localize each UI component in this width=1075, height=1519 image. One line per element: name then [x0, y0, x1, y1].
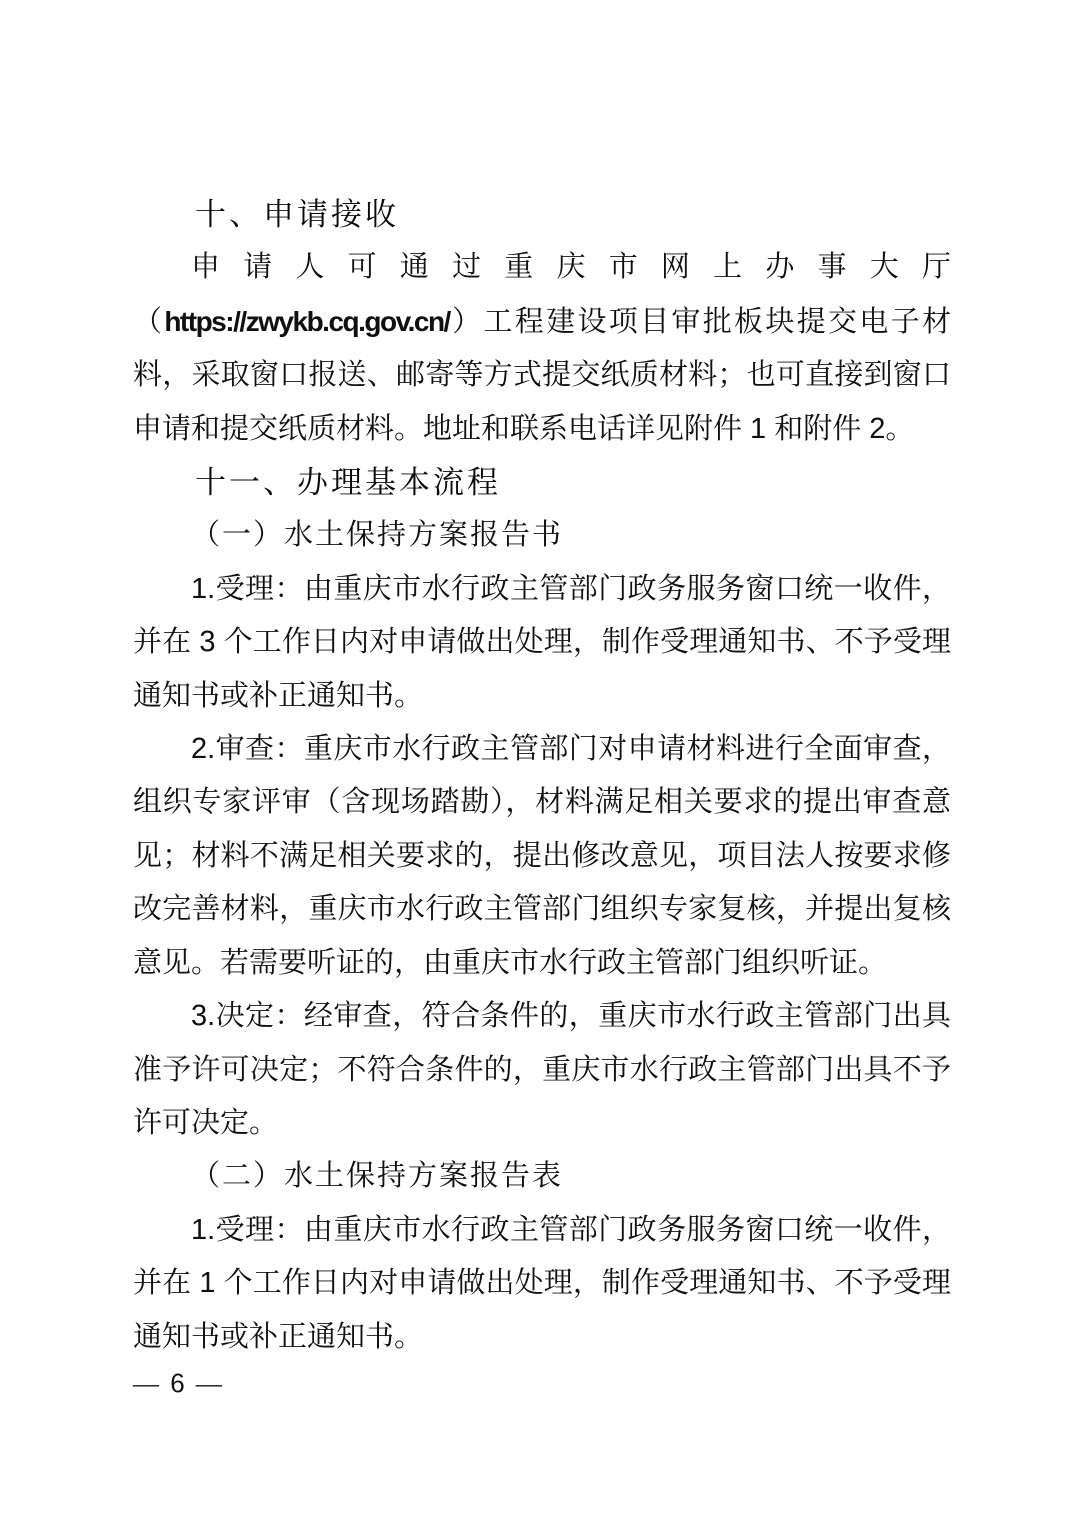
subsection-1-step-1-acceptance: 1.受理：由重庆市水行政主管部门政务服务窗口统一收件，并在 3 个工作日内对申请做出处理，制作受理通知书、不予受理通知书或补正通知书。	[133, 572, 951, 712]
subsection-1-step-2-review: 2.审查：重庆市水行政主管部门对申请材料进行全面审查，组织专家评审（含现场踏勘），材料满足相关要求的提出审查意见；材料不满足相关要求的，提出修改意见，项目法人按要求修改完善材料，重庆市水行政主管部门组织专家复核，并提出复核意见。若需要听证的，由重庆市水行政主管部门组织听证。	[133, 733, 951, 979]
page-number: — 6 —	[133, 1368, 224, 1398]
section-11-heading: 十一、办理基本流程	[195, 465, 501, 501]
section-10-paragraph	[133, 241, 951, 456]
subsection-1-step-3-decision: 3.决定：经审查，符合条件的，重庆市水行政主管部门出具准予许可决定；不符合条件的，重庆市水行政主管部门出具不予许可决定。	[133, 1000, 951, 1139]
portal-url: https://zwykb.cq.gov.cn/	[164, 305, 450, 337]
subsection-2-heading: （二）水土保持方案报告表	[191, 1160, 564, 1193]
paragraph-text-before-url: 申请人可通过重庆市网上办事大厅（	[133, 251, 951, 338]
section-10-heading: 十、申请接收	[195, 197, 399, 232]
subsection-2-step-1-acceptance: 1.受理：由重庆市水行政主管部门政务服务窗口统一收件，并在 1 个工作日内对申请做出处理，制作受理通知书、不予受理通知书或补正通知书。	[133, 1213, 951, 1353]
subsection-1-heading: （一）水土保持方案报告书	[191, 519, 564, 552]
paragraph-text-after-url: ）工程建设项目审批板块提交电子材料，采取窗口报送、邮寄等方式提交纸质材料；也可直接到窗口申请和提交纸质材料。地址和联系电话详见附件 1 和附件 2。	[133, 305, 951, 445]
document-body	[133, 188, 951, 1364]
